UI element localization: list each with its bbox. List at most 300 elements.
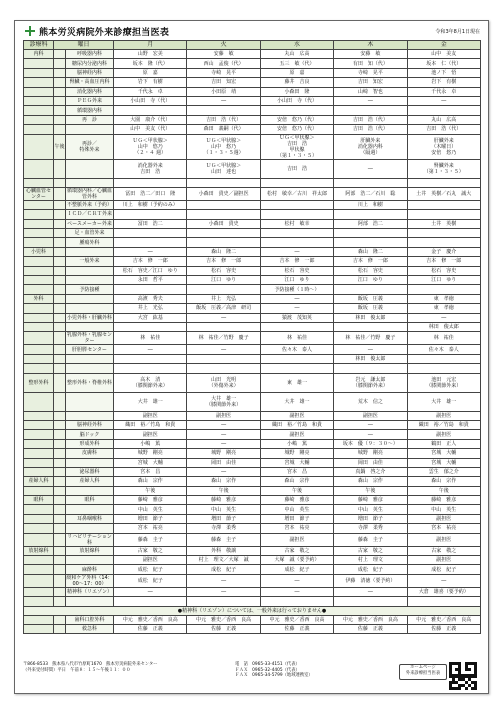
dept-cell: [24, 134, 54, 159]
clinic-cell: 緩和ケア外科（14：00～17：00）: [66, 574, 113, 587]
doctor-cell: 大井 雄一: [114, 392, 187, 411]
doctor-cell: 森山 宗作: [334, 477, 407, 486]
doctor-cell: ―: [334, 430, 407, 439]
doctor-cell: 古家 敬之: [334, 546, 407, 555]
doctor-cell: [407, 354, 480, 363]
doctor-cell: [114, 597, 187, 606]
clinic-cell: 呼吸器内科: [66, 50, 114, 59]
doctor-cell: [334, 322, 407, 331]
doctor-cell: 城野 剛亮: [260, 449, 333, 458]
doctor-cell: ―: [334, 420, 407, 429]
doctor-cell: 小山田 寺（代）: [260, 96, 333, 105]
dept-cell: [24, 78, 54, 87]
sub-cell: [54, 420, 66, 429]
doctor-cell: 肝臓外来 （木曜日） 安倍 悠乃: [407, 134, 480, 159]
doctor-cell: 土井 英樹: [407, 219, 480, 228]
doctor-cell: 松石 容史／江口 ゆり: [114, 266, 187, 275]
clinic-cell: 糖尿内分泌内科: [66, 59, 114, 68]
sub-cell: [54, 276, 66, 285]
hours-line: （外来受付時間）平日 午前８：１５～午後１１：００: [23, 667, 131, 673]
doctor-cell: 佐々木 泰人: [407, 345, 480, 354]
clinic-cell: 不整脈外来（予約）: [67, 202, 113, 209]
clinic-cell: 耳鼻咽喉科: [66, 514, 114, 523]
doctor-cell: 中元 雅史／香西 良高: [334, 615, 407, 624]
clinic-cell: 循環器内科／心臓血管外科: [67, 187, 113, 200]
doctor-cell: 吉田 浩（代）: [334, 115, 407, 124]
doctor-cell: 大園 康介（代）: [114, 115, 187, 124]
doctor-cell: 金子 慶介: [407, 247, 480, 256]
doctor-cell: [334, 238, 407, 247]
doctor-cell: 副担医: [407, 514, 480, 523]
doctor-cell: 林 祐佳: [114, 332, 187, 345]
sub-cell: [54, 125, 66, 134]
clinic-cell: [66, 364, 114, 373]
doctor-cell: ―: [407, 96, 480, 105]
doctor-cell: ―: [187, 574, 260, 587]
doctor-cell: 高濱 秀夫: [114, 294, 187, 303]
doctor-cell: 外科 敬譲: [187, 546, 260, 555]
clinic-cell: [66, 354, 114, 363]
sub-cell: [54, 115, 66, 124]
clinic-cell: 足・血管外来: [66, 229, 114, 238]
doctor-cell: 吉田 浩: [260, 159, 333, 178]
doctor-cell: [187, 597, 260, 606]
doctor-cell: ―: [260, 574, 333, 587]
doctor-cell: [260, 210, 333, 219]
doctor-cell: 吉本 修 一郎: [260, 257, 333, 266]
table-row: [24, 449, 481, 458]
doctor-cell: 織田 裕／竹島 和貴: [260, 420, 333, 429]
doctor-cell: 千代永 卓: [114, 87, 187, 96]
table-row: [24, 477, 481, 486]
homepage-label: ホームページ: [410, 665, 436, 670]
clinic-cell: 産婦人科: [66, 477, 114, 486]
sub-cell: [54, 106, 66, 115]
doctor-cell: 藤崎 雅彦: [187, 496, 260, 505]
doctor-cell: 松石 容史: [260, 266, 333, 275]
doctor-cell: 吉田 知宏: [187, 78, 260, 87]
doctor-cell: 中元 雅史／香西 良高: [187, 615, 260, 624]
doctor-cell: 江口 ゆり: [187, 276, 260, 285]
doctor-cell: [187, 210, 260, 219]
doctor-cell: ―: [114, 587, 187, 596]
doctor-cell: 吉田 浩（代）: [187, 115, 260, 124]
doctor-cell: 寺崎 晃平: [334, 68, 407, 77]
doctor-cell: 宮本 祐亮: [114, 524, 187, 533]
doctor-cell: 小山田 寺（代）: [114, 96, 187, 105]
doctor-cell: 松石 容史: [407, 266, 480, 275]
doctor-cell: 岡田 由佳: [334, 458, 407, 467]
clinic-cell: 再診／ 特殊外来: [66, 134, 114, 159]
sub-cell: [54, 313, 66, 322]
doctor-cell: ―: [334, 587, 407, 596]
table-row: [24, 514, 481, 523]
doctor-cell: 午後: [260, 486, 333, 495]
clinic-cell: [66, 276, 114, 285]
clinic-cell: [66, 392, 114, 411]
table-row: [24, 458, 481, 467]
doctor-cell: 千代永 卓: [407, 87, 480, 96]
doctor-cell: [114, 354, 187, 363]
table-row: [24, 50, 481, 59]
clinic-cell: 精神科（リエゾン）: [67, 588, 112, 595]
sub-cell: [54, 59, 66, 68]
doctor-cell: 大倉 雄喜（要予約）: [407, 587, 480, 596]
doctor-cell: 小嶋 篤: [114, 439, 187, 448]
clinic-cell: [66, 159, 114, 178]
dept-label-shinzou: 心臓血管センター: [24, 187, 54, 200]
table-row: [24, 115, 481, 124]
doctor-cell: [407, 238, 480, 247]
dept-cell: [24, 615, 54, 624]
sub-cell: [54, 96, 66, 105]
dept-cell: [24, 125, 54, 134]
doctor-cell: 池ノ下 悟: [407, 68, 480, 77]
clinic-cell: 泌尿器科: [66, 467, 114, 476]
doctor-cell: 佐藤 正義: [260, 624, 333, 633]
doctor-cell: 腎臓外来 （第１・３・５）: [407, 159, 480, 178]
doctor-cell: ―: [187, 313, 260, 322]
doctor-cell: 安藤 敏: [334, 50, 407, 59]
clinic-cell: [66, 125, 114, 134]
doctor-cell: [334, 285, 407, 294]
doctor-cell: [407, 229, 480, 238]
dept-cell: [24, 159, 54, 178]
table-row: [24, 411, 481, 420]
doctor-cell: 有田 知（代）: [334, 59, 407, 68]
doctor-cell: 丸山 広高: [407, 115, 480, 124]
dept-cell: [24, 587, 54, 596]
clinic-cell: [66, 524, 114, 533]
clinic-cell: [66, 322, 114, 331]
doctor-cell: 消化器外来 吉田 浩: [114, 159, 187, 178]
table-row: [24, 533, 481, 546]
doctor-cell: 永田 哲平: [114, 276, 187, 285]
table-row: [24, 565, 481, 574]
doctor-cell: ―: [407, 574, 480, 587]
qr-module: [474, 687, 477, 690]
doctor-cell: [187, 200, 260, 209]
footer-contact: [235, 662, 395, 679]
table-row: [24, 597, 481, 606]
dept-cell: [24, 514, 54, 523]
doctor-cell: 宮本 祐亮: [407, 524, 480, 533]
doctor-cell: 東 孝徳: [407, 304, 480, 313]
sub-cell: [54, 345, 66, 354]
doctor-cell: 安倍 悠乃（代）: [260, 125, 333, 134]
dept-cell: [24, 574, 54, 587]
doctor-cell: ―: [260, 294, 333, 303]
sub-cell: [54, 257, 66, 266]
dept-label-shounika: 小児科: [24, 247, 54, 256]
doctor-cell: [407, 597, 480, 606]
sub-cell: [54, 229, 66, 238]
dept-cell: [24, 87, 54, 96]
table-row: [24, 524, 481, 533]
dept-label-houshasen: 放射線科: [24, 546, 54, 555]
sub-cell: [54, 514, 66, 523]
page-title: 熊本労災病院外来診療担当医表: [39, 28, 170, 38]
dept-cell: [24, 533, 54, 546]
dept-cell: [24, 597, 54, 606]
doctor-cell: [407, 178, 480, 187]
doctor-cell: 佐藤 正義: [114, 624, 187, 633]
doctor-cell: 森山 宗作: [260, 477, 333, 486]
doctor-cell: 五三 敏（代）: [260, 59, 333, 68]
clinic-cell: 放射線科: [66, 546, 114, 555]
table-row: [24, 345, 481, 354]
table-row: [24, 364, 481, 373]
doctor-cell: [187, 364, 260, 373]
doctor-cell: [187, 322, 260, 331]
address-line: 〒866-8533 熊本県八代市竹原町1670 熊本労災病院外来センター: [23, 662, 158, 667]
qr-module: [465, 687, 468, 690]
doctor-cell: ―: [260, 304, 333, 313]
sub-cell: [54, 285, 66, 294]
table-row: [24, 96, 481, 105]
doctor-cell: 副担医: [114, 430, 187, 439]
table-row: [24, 247, 481, 256]
dept-cell: [24, 624, 54, 633]
doctor-cell: 増田 節子: [187, 514, 260, 523]
table-row: [24, 285, 481, 294]
sub-cell: [54, 597, 66, 606]
doctor-cell: 飯坂 圧義: [334, 304, 407, 313]
sub-cell: [54, 332, 66, 345]
sub-cell: [54, 159, 66, 178]
clinic-cell: 小児外科・肝臓外科: [67, 314, 113, 321]
homepage-box[interactable]: [399, 664, 447, 680]
doctor-cell: 成松 紀子: [260, 565, 333, 574]
doctor-cell: 小森田 隆: [260, 87, 333, 96]
doctor-cell: ―: [187, 430, 260, 439]
doctor-cell: 岩下 有樹: [114, 78, 187, 87]
doctor-cell: 冨田 浩二: [114, 219, 187, 228]
doctor-cell: [187, 229, 260, 238]
doctor-cell: 大井 雄一 （膝関節外来）: [187, 392, 260, 411]
table-row: [24, 159, 481, 178]
doctor-cell: 小嶋 篤: [260, 439, 333, 448]
doctor-cell: 吉本 修 一郎: [114, 257, 187, 266]
table-row: [24, 134, 481, 159]
dept-cell: [24, 467, 54, 476]
doctor-cell: 吉田 知宏: [334, 78, 407, 87]
sub-cell: [54, 524, 66, 533]
doctor-cell: 織田 裕／竹島 和貴: [407, 420, 480, 429]
table-row: [24, 125, 481, 134]
dept-cell: [24, 392, 54, 411]
clinic-cell: 脳神経外科: [66, 420, 114, 429]
sub-cell: [54, 219, 66, 228]
doctor-cell: 中山 英生: [187, 505, 260, 514]
doctor-cell: [114, 178, 187, 187]
doctor-cell: 川上 和樹: [334, 200, 407, 209]
fax-main: ＦＡＸ 0965-32-4405（代表）: [235, 667, 300, 673]
duty-roster-table: [23, 40, 481, 634]
doctor-cell: 村上 理文: [334, 556, 407, 565]
dept-cell: [24, 276, 54, 285]
doctor-cell: 吉本 修 一郎: [187, 257, 260, 266]
doctor-cell: 午後: [407, 486, 480, 495]
sub-cell: [54, 565, 66, 574]
clinic-cell: 眼科: [66, 496, 114, 505]
doctor-cell: 肝臓外来 消化器内科 （隔週）: [334, 134, 407, 159]
doctor-cell: [260, 200, 333, 209]
dept-cell: [24, 106, 54, 115]
doctor-cell: 古家 敬之: [407, 546, 480, 555]
doctor-cell: [187, 285, 260, 294]
sub-cell: [54, 458, 66, 467]
hospital-cross-icon: [25, 26, 35, 36]
doctor-cell: [187, 238, 260, 247]
doctor-cell: 佐藤 正義: [334, 624, 407, 633]
clinic-cell: 再 診: [66, 115, 114, 124]
sub-cell: [54, 238, 66, 247]
doctor-cell: 小田原 靖: [187, 87, 260, 96]
doctor-cell: 佐々木 泰人: [260, 345, 333, 354]
doctor-cell: 佐藤 正義: [187, 624, 260, 633]
doctor-cell: 井上 光弘: [187, 294, 260, 303]
table-row: [24, 178, 481, 187]
sub-cell: [54, 87, 66, 96]
doctor-cell: 川上 和樹（予約のみ）: [114, 200, 187, 209]
doctor-cell: 岩元 謙太郎 （膝関節外来）: [334, 373, 407, 392]
doctor-cell: 森山 隆二: [187, 247, 260, 256]
doctor-cell: 藤崎 雅彦: [334, 496, 407, 505]
sub-cell: [54, 533, 66, 546]
doctor-cell: 岡田 由佳: [187, 458, 260, 467]
sub-cell: [54, 615, 66, 624]
doctor-cell: 猿渡 茂知英: [260, 313, 333, 322]
doctor-cell: 村上 理文／大塚 誠: [187, 556, 260, 565]
doctor-cell: 冨田 浩二／田口 隆: [114, 187, 187, 200]
table-row: [24, 556, 481, 565]
table-row: [24, 373, 481, 392]
sub-cell: [54, 247, 66, 256]
dept-cell: [24, 332, 54, 345]
dept-cell: [24, 411, 54, 420]
sub-cell: [54, 354, 66, 363]
doctor-cell: 高木 清 （膝関節外来）: [114, 373, 187, 392]
table-row: [24, 257, 481, 266]
clinic-cell: 一般外来: [66, 257, 114, 266]
note-row: [24, 606, 481, 615]
clinic-cell: [66, 458, 114, 467]
doctor-cell: [260, 597, 333, 606]
sub-cell: 午後: [54, 134, 66, 159]
doctor-cell: [334, 364, 407, 373]
sub-cell: [54, 439, 66, 448]
doctor-cell: 原 嘉: [260, 68, 333, 77]
effective-date: 令和3年8月1日現在: [435, 29, 480, 35]
header: [23, 25, 480, 39]
table-row: [24, 615, 481, 624]
sub-cell: [54, 78, 66, 87]
dept-cell: [24, 229, 54, 238]
sub-cell: [54, 430, 66, 439]
doctor-cell: [334, 210, 407, 219]
dept-label-sanfujin: 産婦人科: [24, 477, 54, 486]
sub-cell: [54, 266, 66, 275]
doctor-cell: 坂本 隆（代）: [114, 59, 187, 68]
table-row: [24, 276, 481, 285]
doctor-cell: ―: [334, 96, 407, 105]
doctor-cell: 予防接種（１時～）: [260, 285, 333, 294]
doctor-cell: 藤井 吉良: [260, 78, 333, 87]
doctor-cell: 成松 紀子: [187, 565, 260, 574]
doctor-cell: 副担医: [407, 556, 480, 565]
doctor-cell: 吉本 修 一郎: [334, 257, 407, 266]
doctor-cell: 織田 裕／竹島 和貴: [114, 420, 187, 429]
dept-label-naika: 内科: [24, 50, 54, 59]
qr-code-icon[interactable]: [449, 662, 477, 690]
fax-liaison: ＦＡＸ 0965-34-5799（地域連携室）: [235, 673, 313, 679]
clinic-cell: 肝胆膵センター: [66, 345, 114, 354]
doctor-cell: ―: [187, 439, 260, 448]
clinic-cell: ペースメーカー外来: [67, 220, 112, 227]
clinic-cell: 歯科口腔外科: [66, 615, 114, 624]
doctor-cell: 西山 孟俊（代）: [187, 59, 260, 68]
doctor-cell: ―: [187, 420, 260, 429]
doctor-cell: ―: [187, 467, 260, 476]
doctor-cell: [260, 106, 333, 115]
table-row: [24, 238, 481, 247]
doctor-cell: 藤森 圭子: [114, 533, 187, 546]
sub-cell: [54, 467, 66, 476]
table-row: [24, 210, 481, 219]
doctor-cell: ―: [407, 313, 480, 322]
sub-cell: [54, 496, 66, 505]
table-row: [24, 78, 481, 87]
doctor-cell: 寺澤 柔秀: [334, 524, 407, 533]
sub-cell: [54, 364, 66, 373]
doctor-cell: 飯坂 圧義: [334, 294, 407, 303]
dept-cell: [24, 354, 54, 363]
table-row: [24, 59, 481, 68]
table-row: [24, 322, 481, 331]
doctor-cell: 宮城 大輔: [407, 458, 480, 467]
sub-cell: [54, 505, 66, 514]
clinic-cell: 皮膚科: [66, 449, 114, 458]
table-row: [24, 392, 481, 411]
dept-cell: [24, 68, 54, 77]
doctor-cell: ＵＧ＜甲状腺＞ 山中 悠乃 （２・４ 週）: [114, 134, 187, 159]
dept-cell: [24, 364, 54, 373]
sub-cell: [54, 546, 66, 555]
doctor-cell: 大井 雄一: [260, 392, 333, 411]
table-row: [24, 219, 481, 228]
dept-cell: [24, 210, 54, 219]
table-row: [24, 574, 481, 587]
dept-cell: [24, 219, 54, 228]
doctor-cell: [114, 364, 187, 373]
doctor-cell: 副担医: [187, 411, 260, 420]
doctor-cell: [334, 229, 407, 238]
doctor-cell: 藤森 圭子: [334, 533, 407, 546]
doctor-cell: 飯坂 圧義／高津 研司: [187, 304, 260, 313]
doctor-cell: 城野 剛亮: [114, 449, 187, 458]
doctor-cell: 森田 義嗣（代）: [187, 125, 260, 134]
dept-cell: [24, 556, 54, 565]
doctor-cell: 坂本 仁（代）: [407, 59, 480, 68]
doctor-cell: 江口 ゆり: [407, 276, 480, 285]
clinic-cell: 消化器内科: [66, 87, 114, 96]
doctor-cell: ＵＧ＜甲状腺＞ 吉田 浩 甲状腺 （第１・３・５）: [260, 134, 333, 159]
table-row: [24, 229, 481, 238]
sub-cell: [54, 322, 66, 331]
doctor-cell: 寺澤 柔秀: [187, 524, 260, 533]
sub-cell: [54, 587, 66, 596]
